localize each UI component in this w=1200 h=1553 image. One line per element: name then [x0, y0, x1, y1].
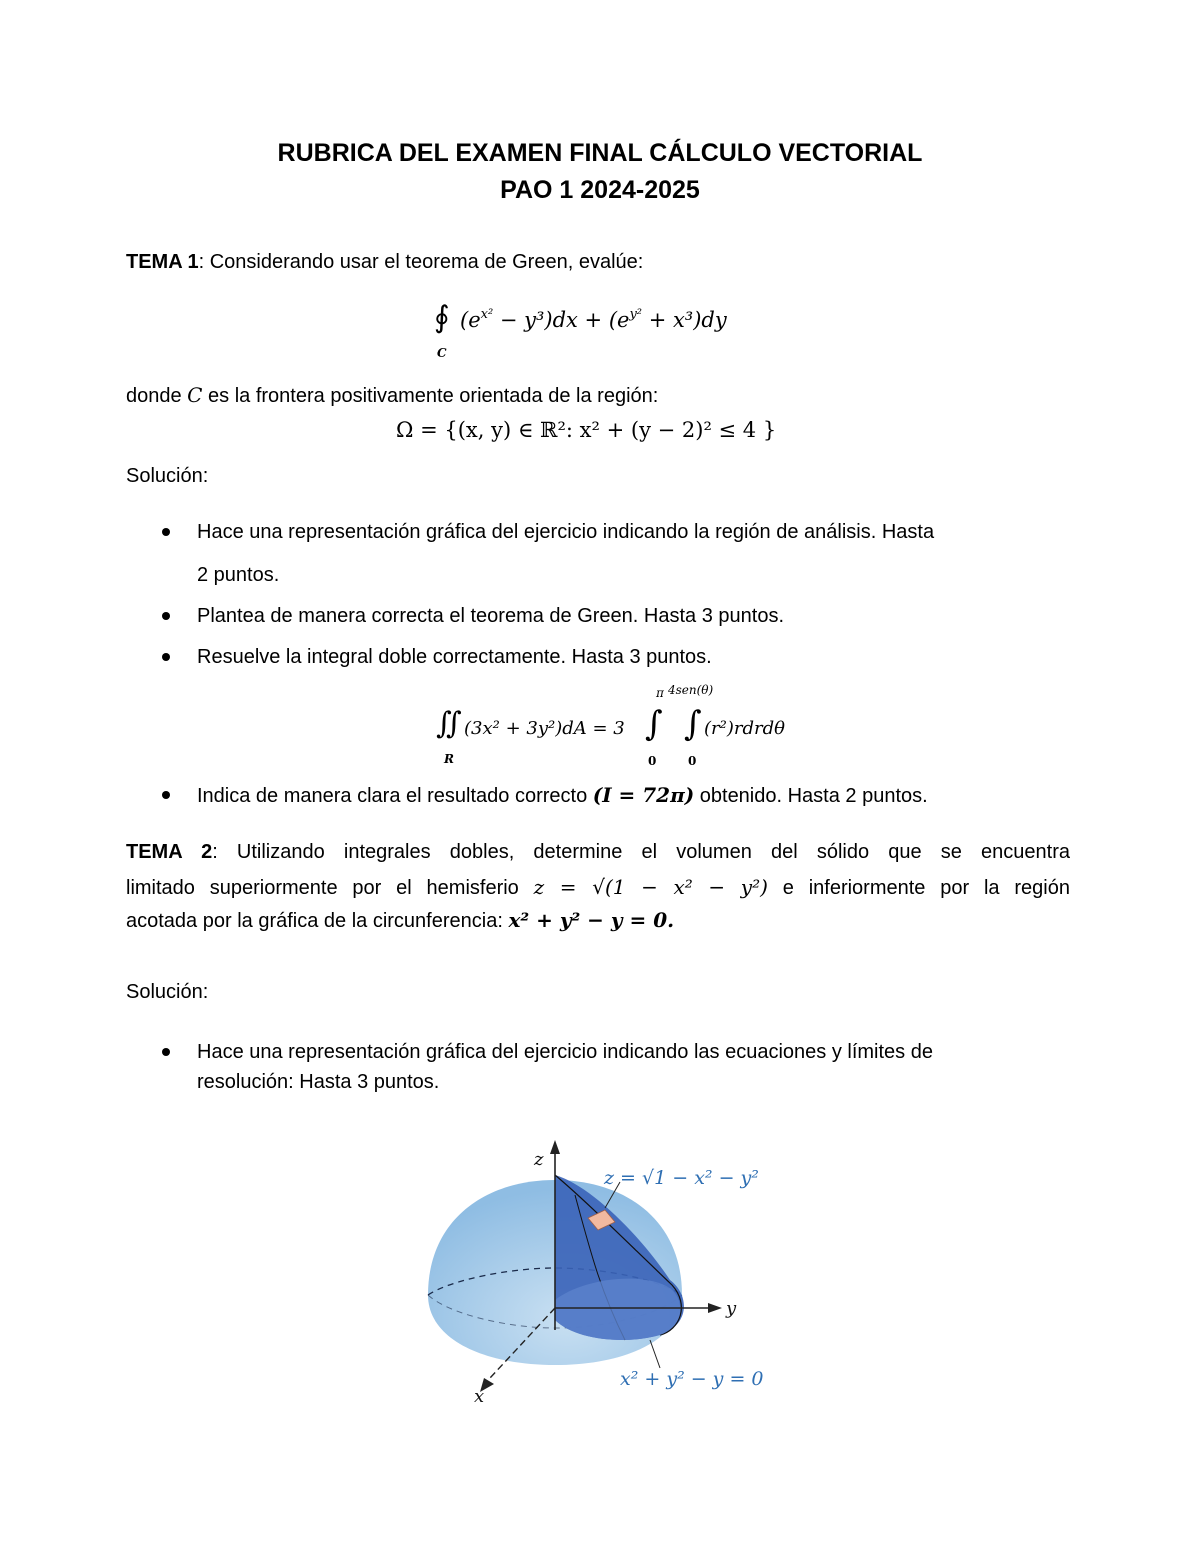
double-integral-integrand: (3x² + 3y²)dA = 3 [464, 718, 625, 739]
tema2-line-1: TEMA 2: Utilizando integrales dobles, determine el volumen del sólido que se encuentra [126, 841, 1070, 863]
integrand-expression: $(e^{x^2} - y^3)dx + (e^{y^2} + x^3)dy$ [460, 307, 727, 332]
contour-lower-limit: C [437, 346, 447, 360]
region-definition: Ω = {(x, y) ∈ ℝ²: x² + (y − 2)² ≤ 4 } [396, 418, 777, 442]
x-axis-label: x [474, 1386, 485, 1407]
hemisphere-figure [410, 1140, 800, 1410]
inner-upper-limit: 4sen(θ) [668, 683, 714, 697]
bullet-marker [160, 526, 174, 540]
tema2-label: TEMA 2 [126, 841, 213, 863]
bullet-marker [160, 610, 174, 624]
tema2-bullet-1-cont: resolución: Hasta 3 puntos. [197, 1071, 440, 1093]
y-axis-label: y [726, 1298, 737, 1319]
tema1-prompt [126, 250, 1070, 274]
inner-integral-sign: ∫ [684, 704, 702, 744]
tema1-bullet-2: Plantea de manera correcta el teorema de Green. Hasta 3 puntos. [197, 605, 785, 627]
y-axis-arrow [708, 1303, 722, 1313]
circle-label: x² + y² − y = 0 [620, 1368, 764, 1390]
tema1-bullet-1-cont: 2 puntos. [197, 564, 280, 586]
contour-integral-sign: ∮ [434, 300, 450, 335]
bullet-marker [160, 1046, 174, 1060]
tema2-solucion: Solución: [126, 981, 209, 1003]
tema1-solucion: Solución: [126, 465, 209, 487]
tema2-line-2: limitado superiormente por el hemisferio z = √(1 − x² − y²) e inferiormente por la región [126, 875, 1070, 899]
tema1-bullet-1: Hace una representación gráfica del ejercicio indicando la región de análisis. Hasta [197, 521, 935, 543]
curve-symbol: C [187, 383, 203, 407]
bullet-marker [160, 789, 174, 803]
document-title: RUBRICA DEL EXAMEN FINAL CÁLCULO VECTORIAL [277, 139, 923, 167]
circle-equation: x² + y² − y = 0. [508, 908, 675, 932]
z-axis-label: z [534, 1149, 544, 1170]
hemisphere-label: z = √1 − x² − y² [604, 1167, 759, 1189]
tema2-line-3: acotada por la gráfica de la circunferencia: x² + y² − y = 0. [126, 908, 675, 932]
donde-line: donde C es la frontera positivamente orientada de la región: [126, 383, 659, 407]
hemisphere-equation: z = √(1 − x² − y²) [533, 875, 768, 899]
label-leader-bottom [650, 1340, 660, 1368]
outer-integral-sign: ∫ [645, 704, 663, 744]
tema2-bullet-1: Hace una representación gráfica del ejercicio indicando las ecuaciones y límites de [197, 1041, 933, 1063]
document-subtitle: PAO 1 2024-2025 [500, 176, 700, 204]
tema1-bullet-4: Indica de manera clara el resultado correcto (I = 72π) obtenido. Hasta 2 puntos. [197, 783, 928, 807]
inner-lower-limit: 0 [688, 754, 697, 768]
bullet-marker [160, 651, 174, 665]
double-integral-sign: ∬ [436, 706, 462, 741]
result-value: (I = 72π) [592, 783, 695, 807]
z-axis-arrow [550, 1140, 560, 1154]
inner-integrand: (r²)rdrdθ [704, 718, 785, 739]
tema1-label: TEMA 1 [126, 251, 199, 273]
outer-upper-limit: π [656, 686, 664, 700]
tema1-prompt-text: : Considerando usar el teorema de Green, evalúe: [198, 251, 644, 273]
outer-lower-limit: 0 [648, 754, 657, 768]
tema1-bullet-3: Resuelve la integral doble correctamente. Hasta 3 puntos. [197, 646, 712, 668]
double-integral-region: R [444, 752, 454, 766]
